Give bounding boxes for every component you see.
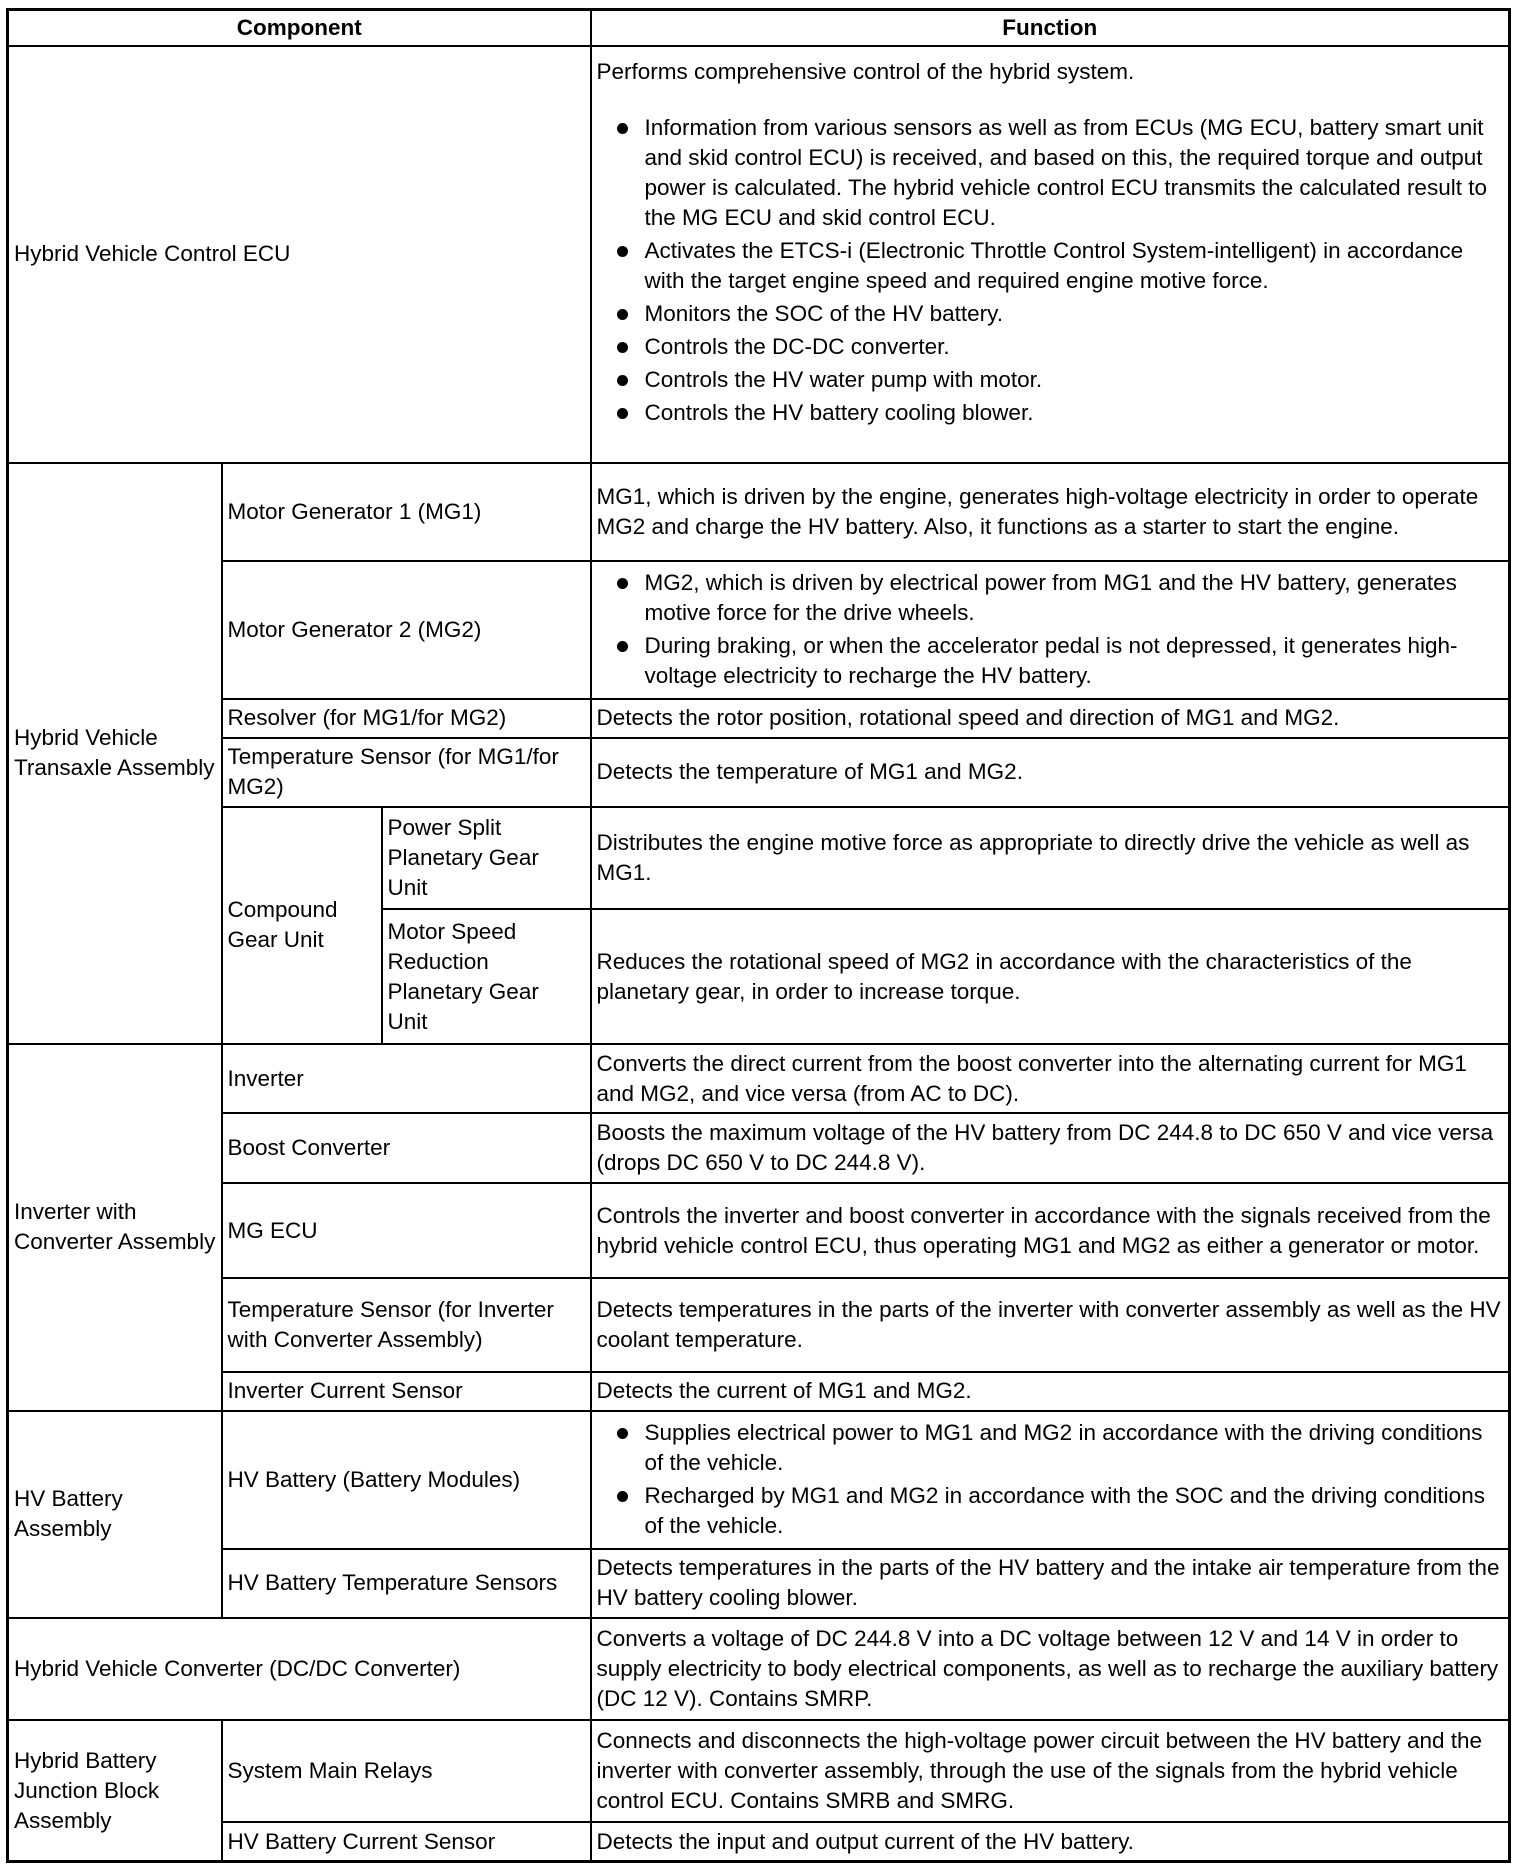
component-cell: HV Battery Temperature Sensors bbox=[222, 1549, 591, 1618]
component-cell: Motor Generator 2 (MG2) bbox=[222, 561, 591, 699]
bullet-item: Monitors the SOC of the HV battery. bbox=[597, 299, 1504, 329]
component-cell: HV Battery Current Sensor bbox=[222, 1822, 591, 1861]
table-row bbox=[8, 1720, 1510, 1822]
table-row bbox=[8, 807, 1510, 909]
bullet-item: MG2, which is driven by electrical power from MG1 and the HV battery, generates motive force for the drive wheels. bbox=[597, 568, 1504, 628]
function-cell: Boosts the maximum voltage of the HV battery from DC 244.8 to DC 650 V and vice versa (drops DC 650 V to DC 244.8 V). bbox=[591, 1113, 1510, 1182]
header-row bbox=[8, 10, 1510, 47]
function-cell: Detects the rotor position, rotational speed and direction of MG1 and MG2. bbox=[591, 699, 1510, 738]
function-cell: Detects the temperature of MG1 and MG2. bbox=[591, 738, 1510, 807]
function-cell: Controls the inverter and boost converter in accordance with the signals received from the hybrid vehicle control ECU, thus operating MG1 and MG2 as either a generator or motor. bbox=[591, 1183, 1510, 1279]
bullet-item: During braking, or when the accelerator pedal is not depressed, it generates high-voltage electricity to recharge the HV battery. bbox=[597, 631, 1504, 691]
bullet-list bbox=[597, 113, 1504, 428]
function-cell: Detects temperatures in the parts of the inverter with converter assembly as well as the HV coolant temperature. bbox=[591, 1278, 1510, 1371]
function-intro: Performs comprehensive control of the hybrid system. bbox=[596, 59, 1135, 84]
group-cell: HV Battery Assembly bbox=[8, 1411, 222, 1618]
function-cell bbox=[591, 46, 1510, 463]
table-row bbox=[8, 463, 1510, 561]
header-component: Component bbox=[8, 10, 591, 47]
function-cell bbox=[591, 561, 1510, 699]
table-row bbox=[8, 1411, 1510, 1549]
group-cell: Hybrid Battery Junction Block Assembly bbox=[8, 1720, 222, 1861]
component-cell: Inverter Current Sensor bbox=[222, 1372, 591, 1411]
component-cell: HV Battery (Battery Modules) bbox=[222, 1411, 591, 1549]
function-cell: Converts the direct current from the boost converter into the alternating current for MG1 and MG2, and vice versa (from AC to DC). bbox=[591, 1044, 1510, 1113]
table-row bbox=[8, 1278, 1510, 1371]
group-cell: Hybrid Vehicle Transaxle Assembly bbox=[8, 463, 222, 1044]
component-cell: Inverter bbox=[222, 1044, 591, 1113]
function-cell: Connects and disconnects the high-voltage power circuit between the HV battery and the inverter with converter assembly, through the use of the signals from the hybrid vehicle control ECU. Contains SMRB and SMRG. bbox=[591, 1720, 1510, 1822]
bullet-list bbox=[597, 1418, 1504, 1541]
subcomponent-cell: Motor Speed Reduction Planetary Gear Unit bbox=[382, 909, 591, 1044]
bullet-list bbox=[597, 568, 1504, 691]
function-cell: Detects temperatures in the parts of the HV battery and the intake air temperature from the HV battery cooling blower. bbox=[591, 1549, 1510, 1618]
function-cell: Converts a voltage of DC 244.8 V into a DC voltage between 12 V and 14 V in order to supply electricity to body electrical components, as well as to recharge the auxiliary battery (DC 12 V). Contains SMRP. bbox=[591, 1618, 1510, 1720]
component-cell: MG ECU bbox=[222, 1183, 591, 1279]
component-cell: Temperature Sensor (for Inverter with Converter Assembly) bbox=[222, 1278, 591, 1371]
bullet-item: Controls the DC-DC converter. bbox=[597, 332, 1504, 362]
bullet-item: Activates the ETCS-i (Electronic Throttle Control System-intelligent) in accordance with the target engine speed and required engine motive force. bbox=[597, 236, 1504, 296]
table-row bbox=[8, 738, 1510, 807]
bullet-item: Controls the HV battery cooling blower. bbox=[597, 398, 1504, 428]
group-cell: Inverter with Converter Assembly bbox=[8, 1044, 222, 1411]
component-cell: Resolver (for MG1/for MG2) bbox=[222, 699, 591, 738]
table-row bbox=[8, 1113, 1510, 1182]
component-cell: Compound Gear Unit bbox=[222, 807, 382, 1044]
component-cell: Boost Converter bbox=[222, 1113, 591, 1182]
table-row bbox=[8, 1183, 1510, 1279]
table-row bbox=[8, 1549, 1510, 1618]
table-row bbox=[8, 46, 1510, 463]
component-cell: Hybrid Vehicle Converter (DC/DC Converter) bbox=[8, 1618, 591, 1720]
component-function-table bbox=[6, 8, 1511, 1863]
table-row bbox=[8, 1044, 1510, 1113]
table-row bbox=[8, 699, 1510, 738]
bullet-item: Recharged by MG1 and MG2 in accordance with the SOC and the driving conditions of the vehicle. bbox=[597, 1481, 1504, 1541]
table-row bbox=[8, 1822, 1510, 1861]
component-cell: Temperature Sensor (for MG1/for MG2) bbox=[222, 738, 591, 807]
function-cell: Distributes the engine motive force as appropriate to directly drive the vehicle as well as MG1. bbox=[591, 807, 1510, 909]
table-row bbox=[8, 1618, 1510, 1720]
function-cell bbox=[591, 1411, 1510, 1549]
component-cell: System Main Relays bbox=[222, 1720, 591, 1822]
subcomponent-cell: Power Split Planetary Gear Unit bbox=[382, 807, 591, 909]
component-cell: Motor Generator 1 (MG1) bbox=[222, 463, 591, 561]
bullet-item: Controls the HV water pump with motor. bbox=[597, 365, 1504, 395]
function-cell: Reduces the rotational speed of MG2 in accordance with the characteristics of the planetary gear, in order to increase torque. bbox=[591, 909, 1510, 1044]
header-function: Function bbox=[591, 10, 1510, 47]
function-cell: Detects the input and output current of the HV battery. bbox=[591, 1822, 1510, 1861]
bullet-item: Information from various sensors as well as from ECUs (MG ECU, battery smart unit and skid control ECU) is received, and based on this, the required torque and output power is calculated. The hybrid vehicle control ECU transmits the calculated result to the MG ECU and skid control ECU. bbox=[597, 113, 1504, 233]
function-cell: MG1, which is driven by the engine, generates high-voltage electricity in order to operate MG2 and charge the HV battery. Also, it functions as a starter to start the engine. bbox=[591, 463, 1510, 561]
table-row bbox=[8, 561, 1510, 699]
component-cell: Hybrid Vehicle Control ECU bbox=[8, 46, 591, 463]
function-cell: Detects the current of MG1 and MG2. bbox=[591, 1372, 1510, 1411]
table-row bbox=[8, 1372, 1510, 1411]
bullet-item: Supplies electrical power to MG1 and MG2 in accordance with the driving conditions of the vehicle. bbox=[597, 1418, 1504, 1478]
